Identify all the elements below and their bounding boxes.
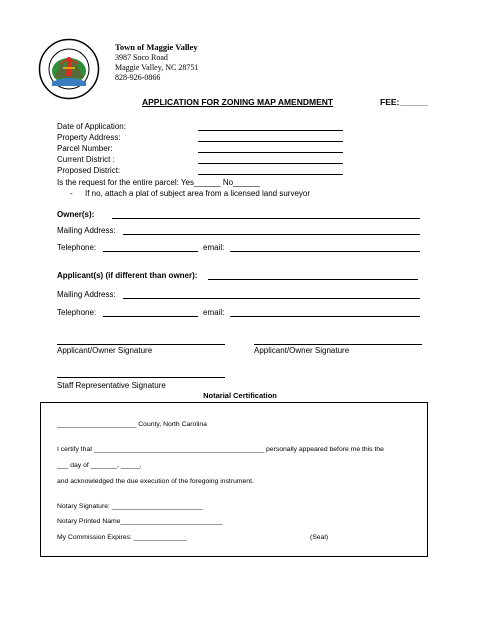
- signature-line-1[interactable]: [57, 344, 225, 345]
- plat-note: If no, attach a plat of subject area from a licensed land surveyor: [85, 189, 311, 198]
- owner-email-label: email:: [203, 243, 225, 252]
- signature-label-2: Applicant/Owner Signature: [254, 346, 350, 355]
- owner-mailing-label: Mailing Address:: [57, 226, 116, 235]
- owner-telephone-label: Telephone:: [57, 243, 97, 252]
- org-phone: 828-926-0866: [115, 73, 161, 82]
- fee-label: FEE:______: [380, 97, 428, 107]
- notary-commission-expires[interactable]: My Commission Expires: ______________: [57, 534, 187, 541]
- staff-signature-label: Staff Representative Signature: [57, 381, 166, 390]
- notary-county: _____________________ County, North Carolina: [57, 421, 207, 428]
- applicant-telephone-line[interactable]: [103, 316, 198, 317]
- owner-line[interactable]: [112, 218, 420, 219]
- applicant-email-line[interactable]: [230, 316, 420, 317]
- applicant-mailing-label: Mailing Address:: [57, 290, 116, 299]
- current-district-line[interactable]: [198, 163, 343, 164]
- org-address: 3987 Soco Road: [115, 53, 168, 62]
- owner-telephone-line[interactable]: [103, 251, 198, 252]
- applicant-email-label: email:: [203, 308, 225, 317]
- org-city: Maggie Valley, NC 28751: [115, 63, 199, 72]
- owner-mailing-line[interactable]: [123, 234, 420, 235]
- bullet-dash: -: [70, 189, 73, 198]
- notary-seal-label: (Seal): [310, 534, 329, 541]
- entire-parcel-question: Is the request for the entire parcel: Yes______ No______: [57, 178, 260, 187]
- property-address-line[interactable]: [198, 141, 343, 142]
- staff-signature-line[interactable]: [57, 377, 225, 378]
- applicant-label: Applicant(s) (if different than owner):: [57, 271, 198, 280]
- notary-certify: I certify that _____________________________________________ personally appeared before me this the: [57, 446, 384, 453]
- notary-signature[interactable]: Notary Signature: ________________________: [57, 503, 203, 510]
- applicant-line[interactable]: [208, 279, 418, 280]
- form-title: APPLICATION FOR ZONING MAP AMENDMENT: [142, 97, 334, 107]
- proposed-district-line[interactable]: [198, 174, 343, 175]
- applicant-telephone-label: Telephone:: [57, 308, 97, 317]
- notary-acknowledgement: and acknowledged the due execution of the foregoing instrument.: [57, 478, 254, 485]
- town-seal-logo: [38, 38, 100, 100]
- notary-heading: Notarial Certification: [203, 391, 277, 400]
- parcel-label: Parcel Number:: [57, 144, 113, 153]
- signature-line-2[interactable]: [254, 344, 422, 345]
- current-district-label: Current District :: [57, 155, 115, 164]
- applicant-mailing-line[interactable]: [123, 298, 420, 299]
- proposed-district-label: Proposed District:: [57, 166, 121, 175]
- property-address-label: Property Address:: [57, 133, 121, 142]
- date-line[interactable]: [198, 130, 343, 131]
- date-label: Date of Application:: [57, 122, 126, 131]
- notary-day: ___ day of _______, _____,: [57, 462, 142, 469]
- owner-email-line[interactable]: [230, 251, 420, 252]
- org-name: Town of Maggie Valley: [115, 42, 198, 52]
- parcel-line[interactable]: [198, 152, 343, 153]
- owner-label: Owner(s):: [57, 210, 95, 219]
- notary-printed-name[interactable]: Notary Printed Name___________________________: [57, 518, 223, 525]
- signature-label-1: Applicant/Owner Signature: [57, 346, 153, 355]
